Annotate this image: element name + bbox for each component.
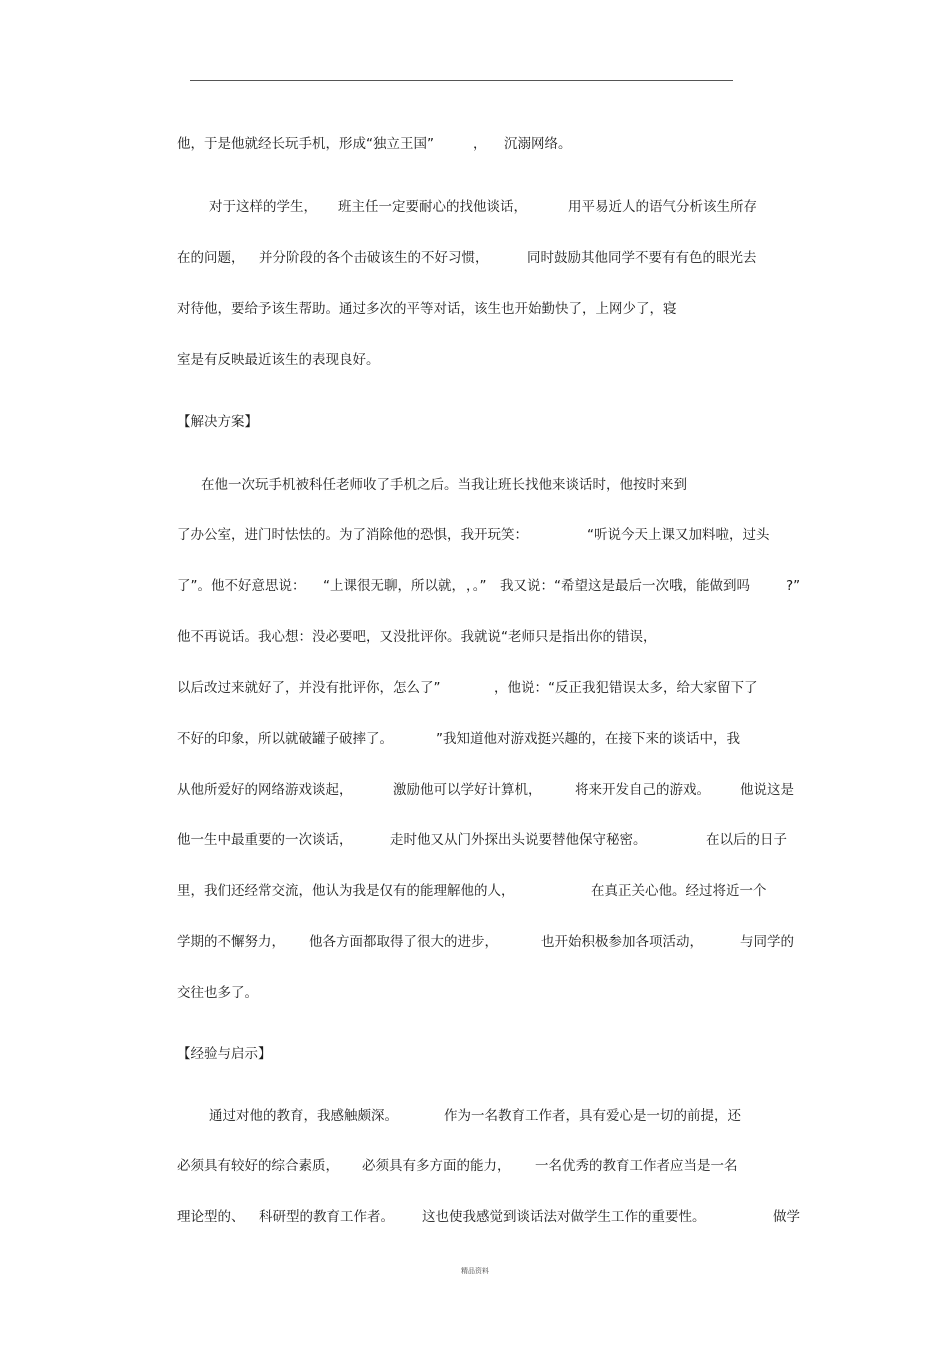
text-segment: ， xyxy=(473,136,487,152)
text-segment: 将来开发自己的游戏。 xyxy=(575,782,710,798)
text-segment: 不好的印象，所以就破罐子破摔了。 xyxy=(177,731,393,747)
text-segment: 必须具有较好的综合素质， xyxy=(177,1158,339,1174)
text-line xyxy=(0,196,950,218)
header-rule xyxy=(190,80,733,81)
text-segment: 他说这是 xyxy=(740,782,794,798)
text-segment: 用平易近人的语气分析该生所存 xyxy=(568,199,757,215)
text-segment: 激励他可以学好计算机， xyxy=(393,782,542,798)
text-segment: 从他所爱好的网络游戏谈起， xyxy=(177,782,353,798)
text-segment: 交往也多了。 xyxy=(177,985,258,1001)
text-segment: ，他说：“反正我犯错误太多，给大家留下了 xyxy=(494,680,758,696)
text-segment: 通过对他的教育，我感触颇深。 xyxy=(209,1108,398,1124)
section-heading xyxy=(0,1043,950,1065)
text-line xyxy=(0,1155,950,1177)
text-line xyxy=(0,626,950,648)
text-line xyxy=(0,474,950,496)
text-segment: 他一生中最重要的一次谈话， xyxy=(177,832,353,848)
text-segment: 学期的不懈努力， xyxy=(177,934,285,950)
text-segment: 一名优秀的教育工作者应当是一名 xyxy=(535,1158,738,1174)
text-segment: 在真正关心他。经过将近一个 xyxy=(591,883,767,899)
text-segment: 理论型的、 xyxy=(177,1209,245,1225)
text-segment: 我又说：“希望这是最后一次哦，能做到吗 xyxy=(500,578,750,594)
text-line xyxy=(0,349,950,371)
text-segment: 并分阶段的各个击破该生的不好习惯， xyxy=(259,250,489,266)
text-segment: 里，我们还经常交流，他认为我是仅有的能理解他的人， xyxy=(177,883,515,899)
text-line xyxy=(0,524,950,546)
text-segment: 科研型的教育工作者。 xyxy=(259,1209,394,1225)
text-line xyxy=(0,247,950,269)
text-segment: 他各方面都取得了很大的进步， xyxy=(309,934,498,950)
text-line xyxy=(0,982,950,1004)
text-segment: 同时鼓励其他同学不要有有色的眼光去 xyxy=(527,250,757,266)
text-segment: 以后改过来就好了，并没有批评你，怎么了” xyxy=(177,680,441,696)
text-segment: 必须具有多方面的能力， xyxy=(362,1158,511,1174)
text-line xyxy=(0,931,950,953)
text-segment: “上课很无聊，所以就， xyxy=(323,578,465,594)
text-segment: 这也使我感觉到谈话法对做学生工作的重要性。 xyxy=(422,1209,706,1225)
text-line xyxy=(0,133,950,155)
text-segment: 了”。他不好意思说： xyxy=(177,578,306,594)
text-segment: 了办公室，进门时怯怯的。为了消除他的恐惧，我开玩笑： xyxy=(177,527,528,543)
text-line xyxy=(0,728,950,750)
text-line xyxy=(0,829,950,851)
text-segment: ?” xyxy=(786,578,801,594)
text-segment: 也开始积极参加各项活动， xyxy=(541,934,703,950)
text-line xyxy=(0,1105,950,1127)
text-segment: “听说今天上课又加料啦，过头 xyxy=(587,527,770,543)
text-segment: 在的问题， xyxy=(177,250,245,266)
text-segment: ”我知道他对游戏挺兴趣的，在接下来的谈话中，我 xyxy=(436,731,740,747)
section-heading-text: 【解决方案】 xyxy=(177,414,258,430)
text-segment: 作为一名教育工作者，具有爱心是一切的前提，还 xyxy=(444,1108,741,1124)
text-segment: 做学 xyxy=(773,1209,800,1225)
text-line xyxy=(0,880,950,902)
section-heading-text: 【经验与启示】 xyxy=(177,1046,272,1062)
page-footer: 精品资料 xyxy=(461,1267,489,1275)
text-line xyxy=(0,779,950,801)
text-line xyxy=(0,677,950,699)
text-segment: 走时他又从门外探出头说要替他保守秘密。 xyxy=(390,832,647,848)
text-line xyxy=(0,298,950,320)
text-line xyxy=(0,575,950,597)
text-segment: ，。” xyxy=(466,578,487,594)
text-line xyxy=(0,1206,950,1228)
text-segment: 在以后的日子 xyxy=(706,832,787,848)
text-segment: 沉溺网络。 xyxy=(504,136,572,152)
text-segment: 他不再说话。我心想：没必要吧，又没批评你。我就说“老师只是指出你的错误， xyxy=(177,629,657,645)
text-segment: 对待他，要给予该生帮助。通过多次的平等对话，该生也开始勤快了，上网少了，寝 xyxy=(177,301,677,317)
text-segment: 他，于是他就经长玩手机，形成“独立王国” xyxy=(177,136,434,152)
text-segment: 与同学的 xyxy=(740,934,794,950)
text-segment: 班主任一定要耐心的找他谈话， xyxy=(338,199,527,215)
text-segment: 对于这样的学生， xyxy=(209,199,317,215)
text-segment: 室是有反映最近该生的表现良好。 xyxy=(177,352,380,368)
section-heading xyxy=(0,411,950,433)
text-segment: 在他一次玩手机被科任老师收了手机之后。当我让班长找他来谈话时，他按时来到 xyxy=(201,477,687,493)
